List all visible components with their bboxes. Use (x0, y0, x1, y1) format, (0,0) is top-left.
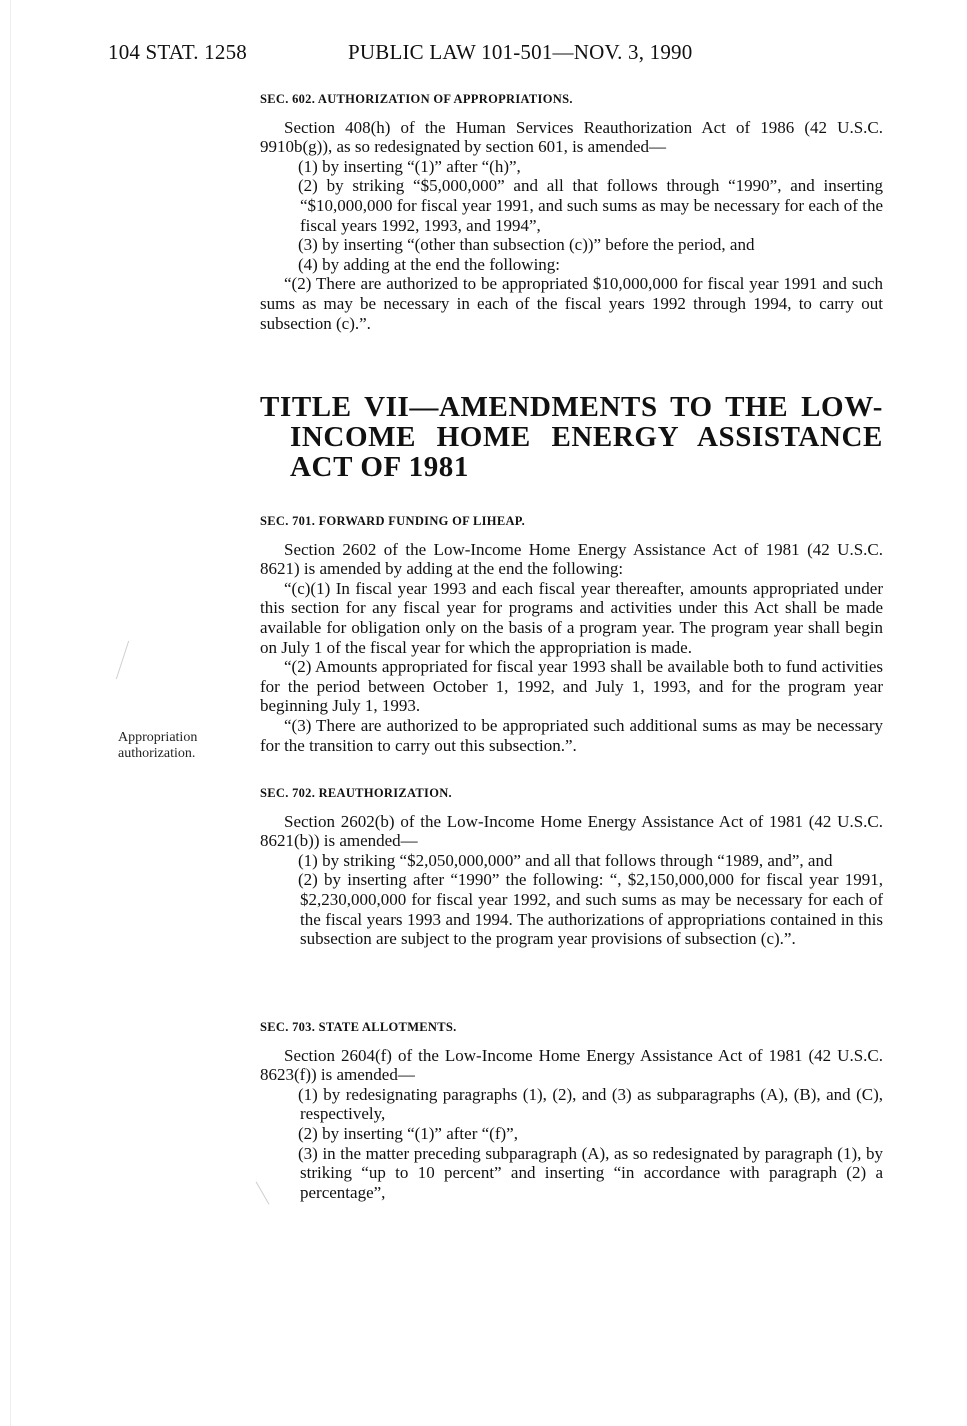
margin-note (118, 730, 197, 762)
title-heading (260, 392, 883, 482)
paragraph-1: (1) by inserting “(1)” after “(h)”, (298, 156, 521, 176)
paragraph-2: (2) by striking “$5,000,000” and all that follows through “1990”, and inserting “$10,000,000 for fiscal year 1991, and such sums as may be necessary for each of the fiscal years 1992, 1993, and 1994”, (298, 176, 883, 235)
title-line-2: INCOME HOME ENERGY ASSISTANCE (290, 421, 883, 453)
section-701 (260, 512, 883, 755)
quoted-text: “(2) There are authorized to be appropriated $10,000,000 for fiscal year 1991 and such sums as may be necessary in each of the fiscal years 1992 through 1994, to carry out subsection (c).”. (260, 274, 883, 333)
subsection-c-2: “(2) Amounts appropriated for fiscal year 1993 shall be available both to fund activities for the period between October 1, 1992, and July 1, 1993, and for the program year beginning July 1, 1993. (260, 657, 883, 716)
page-reference: 104 STAT. 1258 (108, 40, 247, 64)
title-line-1: TITLE VII—AMENDMENTS TO THE LOW- (260, 391, 883, 423)
paragraph-2: (2) by inserting after “1990” the following: “, $2,150,000,000 for fiscal year 1991, $2,230,000,000 for fiscal year 1992, and such sums as may be necessary for each of the fiscal years 1993 and 1994. The authorizations of appropriations contained in this subsection are subject to the program year provisions of subsection (c).”. (298, 870, 883, 949)
section-heading: SEC. 602. AUTHORIZATION OF APPROPRIATIONS. (260, 92, 573, 106)
section-702 (260, 784, 883, 949)
paragraph-1: (1) by redesignating paragraphs (1), (2), and (3) as subparagraphs (A), (B), and (C), respectively, (298, 1084, 883, 1124)
scan-edge-line (10, 0, 11, 1426)
paragraph-2: (2) by inserting “(1)” after “(f)”, (298, 1123, 518, 1143)
section-heading: SEC. 701. FORWARD FUNDING OF LIHEAP. (260, 514, 526, 528)
running-header: PUBLIC LAW 101-501—NOV. 3, 1990 (348, 40, 693, 64)
section-heading: SEC. 703. STATE ALLOTMENTS. (260, 1020, 457, 1034)
paragraph-1: (1) by striking “$2,050,000,000” and all that follows through “1989, and”, and (298, 850, 833, 870)
section-heading: SEC. 702. REAUTHORIZATION. (260, 786, 452, 800)
margin-note-line-1: Appropriation (118, 730, 198, 745)
paragraph-3: (3) by inserting “(other than subsection (c))” before the period, and (298, 235, 755, 255)
section-intro: Section 2604(f) of the Low-Income Home Energy Assistance Act of 1981 (42 U.S.C. 8623(f)) is amended— (260, 1045, 883, 1085)
paragraph-3: (3) in the matter preceding subparagraph (A), as so redesignated by paragraph (1), by striking “up to 10 percent” and inserting “in accordance with paragraph (2) a percentage”, (298, 1143, 883, 1202)
section-602 (260, 90, 883, 333)
section-intro: Section 2602 of the Low-Income Home Energy Assistance Act of 1981 (42 U.S.C. 8621) is amended by adding at the end the following: (260, 539, 883, 579)
title-line-3: ACT OF 1981 (290, 451, 469, 483)
section-intro: Section 2602(b) of the Low-Income Home Energy Assistance Act of 1981 (42 U.S.C. 8621(b)) is amended— (260, 811, 883, 851)
margin-note-line-2: authorization. (118, 746, 196, 761)
section-intro: Section 408(h) of the Human Services Reauthorization Act of 1986 (42 U.S.C. 9910b(g)), as so redesignated by section 601, is amended— (260, 117, 883, 157)
paragraph-4: (4) by adding at the end the following: (298, 254, 561, 274)
subsection-c-1: “(c)(1) In fiscal year 1993 and each fiscal year thereafter, amounts appropriated under this section for any fiscal year for programs and activities under this Act shall be made available for obligation only on the basis of a program year. The program year shall begin on July 1 of the fiscal year for which the appropriation is made. (260, 578, 883, 657)
subsection-c-3: “(3) There are authorized to be appropriated such additional sums as may be necessary for the transition to carry out this subsection.”. (260, 715, 883, 755)
scan-mark (116, 641, 129, 679)
section-703 (260, 1018, 883, 1202)
